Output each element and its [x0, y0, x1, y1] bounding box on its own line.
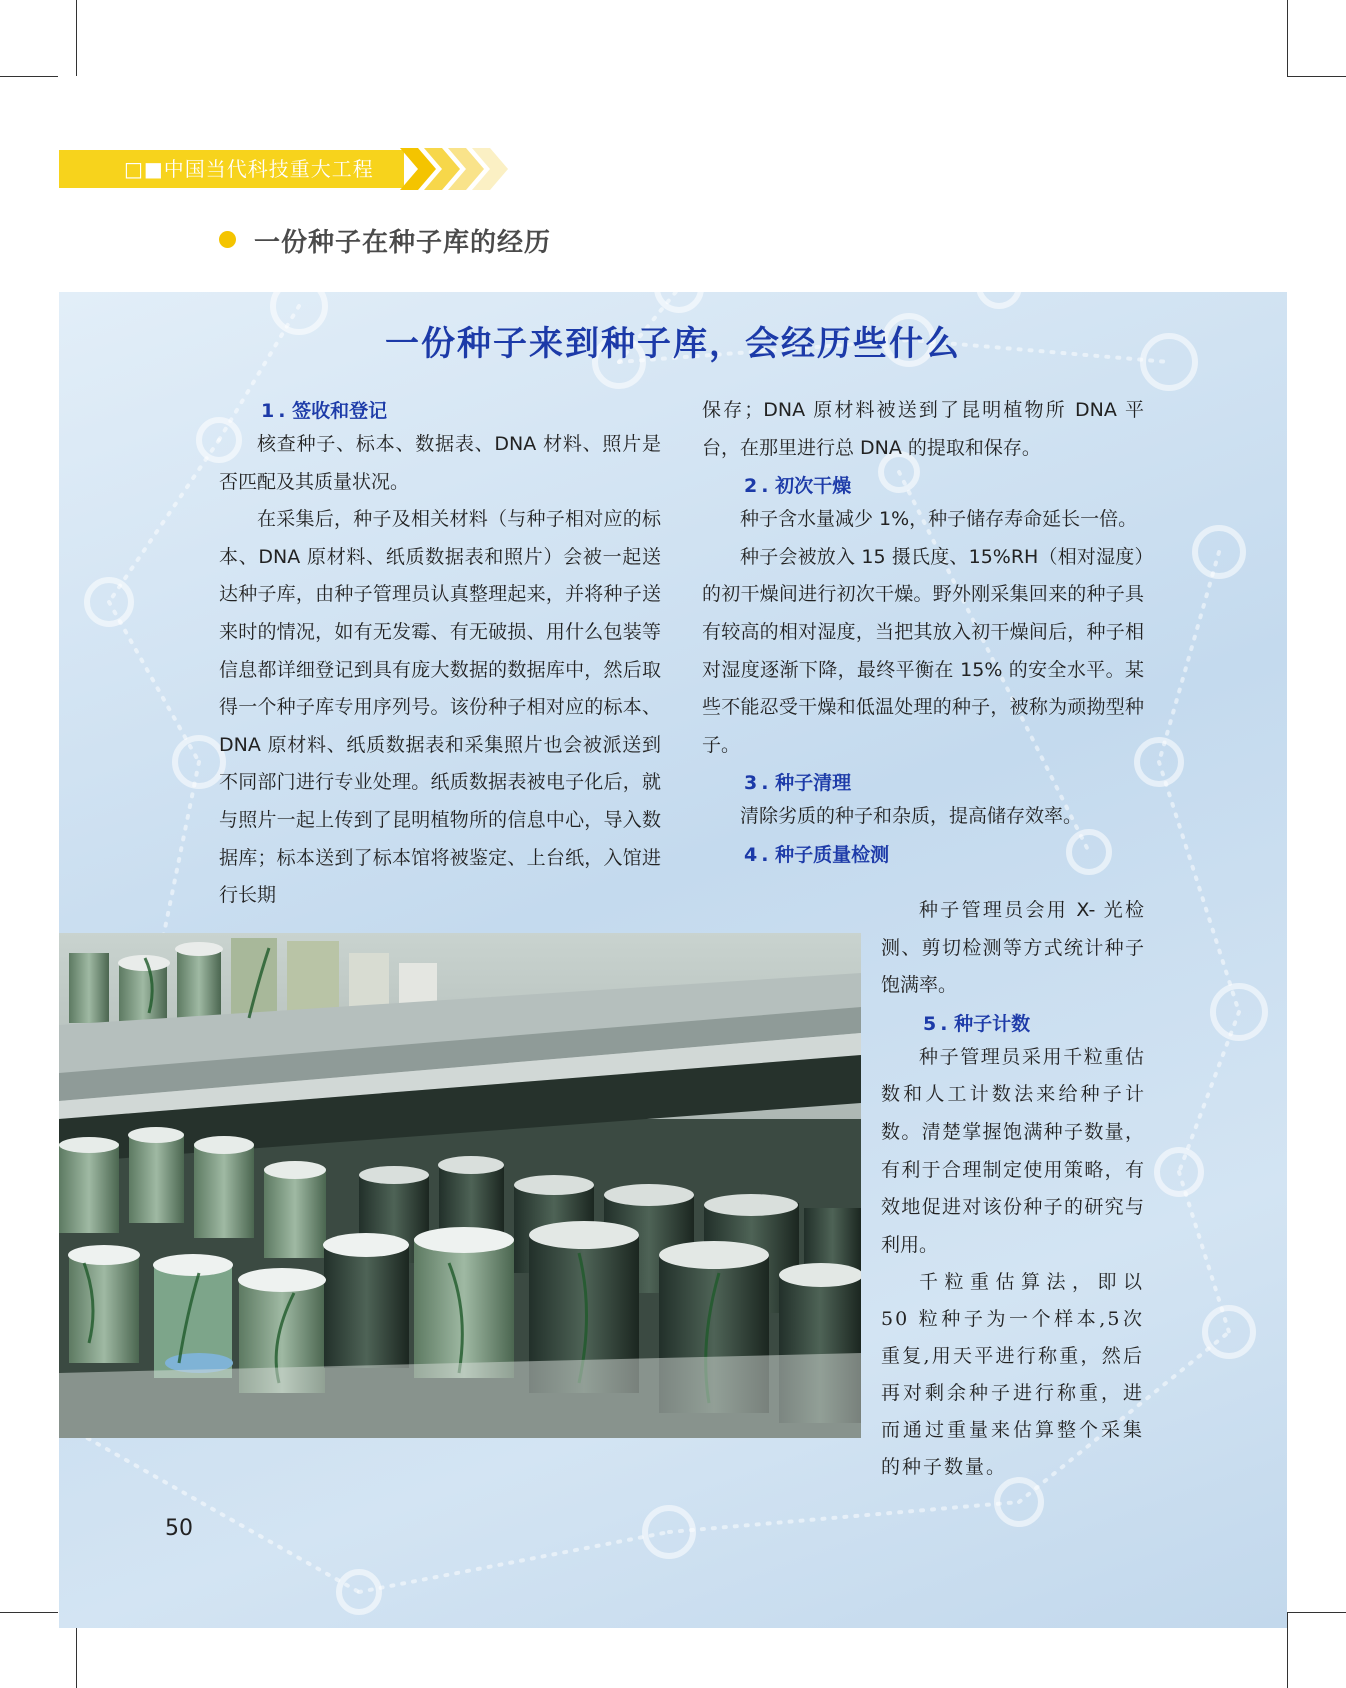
step-description: 清除劣质的种子和杂质，提高储存效率。 [740, 805, 1083, 828]
crop-mark [1287, 1612, 1346, 1613]
crop-mark [1287, 0, 1288, 76]
content-panel [59, 292, 1287, 1628]
crop-mark [76, 0, 77, 76]
series-title: □■中国当代科技重大工程 [124, 157, 374, 181]
panel-title: 一份种子来到种子库，会经历些什么 [385, 324, 961, 364]
step-number: 3 [744, 772, 758, 795]
step-description: 核查种子、标本、数据表、DNA 材料、照片是否匹配及其质量状况。 [219, 433, 661, 493]
seed-jar-shelf-photo [59, 933, 861, 1438]
crop-mark [0, 1612, 58, 1613]
step-title: 种子计数 [954, 1012, 1031, 1035]
step-heading: 1 . 签收和登记 [261, 400, 388, 422]
step-title: 种子质量检测 [775, 843, 890, 866]
step-number: 4 [744, 843, 758, 866]
step-number: 1 [261, 400, 275, 422]
step-description: 种子含水量减少 1%，种子储存寿命延长一倍。 [740, 508, 1138, 531]
crop-mark [0, 76, 58, 77]
section-title: 一份种子在种子库的经历 [254, 228, 552, 258]
text-column-left [219, 392, 661, 915]
step-heading: 5 . 种子计数 [923, 1012, 1031, 1035]
step-title: 签收和登记 [292, 400, 388, 422]
step-heading: 2 . 初次干燥 [744, 475, 852, 498]
text-column-narrow [881, 892, 1144, 1486]
chevron-arrows-icon [400, 148, 510, 190]
step-description: 种子管理员采用千粒重估数和人工计数法来给种子计数。清楚掌握饱满种子数量，有利于合理制定使用策略，有效地促进对该份种子的研究与利用。 [881, 1045, 1144, 1256]
drying-paragraph: 种子会被放入 15 摄氏度、15%RH（相对湿度）的初干燥间进行初次干燥。野外刚采集回来的种子具有较高的相对湿度，当把其放入初干燥间后，种子相对湿度逐渐下降，最终平衡在 15% 的安全水平。某些不能忍受干燥和低温处理的种子，被称为顽拗型种子。 [702, 545, 1144, 756]
photo-illustration [59, 933, 861, 1438]
step-heading: 3 . 种子清理 [744, 772, 852, 795]
step-number: 2 [744, 475, 758, 498]
collection-paragraph: 在采集后，种子及相关材料（与种子相对应的标本、DNA 原材料、纸质数据表和照片）会被一起送达种子库，由种子管理员认真整理起来，并将种子送来时的情况，如有无发霉、有无破损、用什么包装等信息都详细登记到具有庞大数据的数据库中，然后取得一个种子库专用序列号。该份种子相对应的标本、DNA 原材料、纸质数据表和采集照片也会被派送到不同部门进行专业处理。纸质数据表被电子化后，就与照片一起上传到了昆明植物所的信息中心，导入数据库；标本送到了标本馆将被鉴定、上台纸，入馆进行长期 [219, 508, 661, 907]
crop-mark [1287, 76, 1346, 77]
step-description: 种子管理员会用 X- 光检测、剪切检测等方式统计种子饱满率。 [881, 899, 1144, 997]
text-column-right [702, 392, 1144, 870]
crop-mark [1287, 1612, 1288, 1688]
section-bullet-icon [219, 231, 236, 248]
step-heading: 4 . 种子质量检测 [744, 843, 890, 866]
step-number: 5 [923, 1012, 937, 1035]
step-title: 初次干燥 [775, 475, 852, 498]
step-title: 种子清理 [775, 772, 852, 795]
page-number: 50 [165, 1516, 193, 1541]
thousand-seed-paragraph: 千粒重估算法，即以 50 粒种子为一个样本,5次重复,用天平进行称重，然后再对剩余种子进行称重，进而通过重量来估算整个采集的种子数量。 [881, 1271, 1144, 1479]
collection-paragraph-continued: 保存；DNA 原材料被送到了昆明植物所 DNA 平台，在那里进行总 DNA 的提取和保存。 [702, 399, 1144, 459]
